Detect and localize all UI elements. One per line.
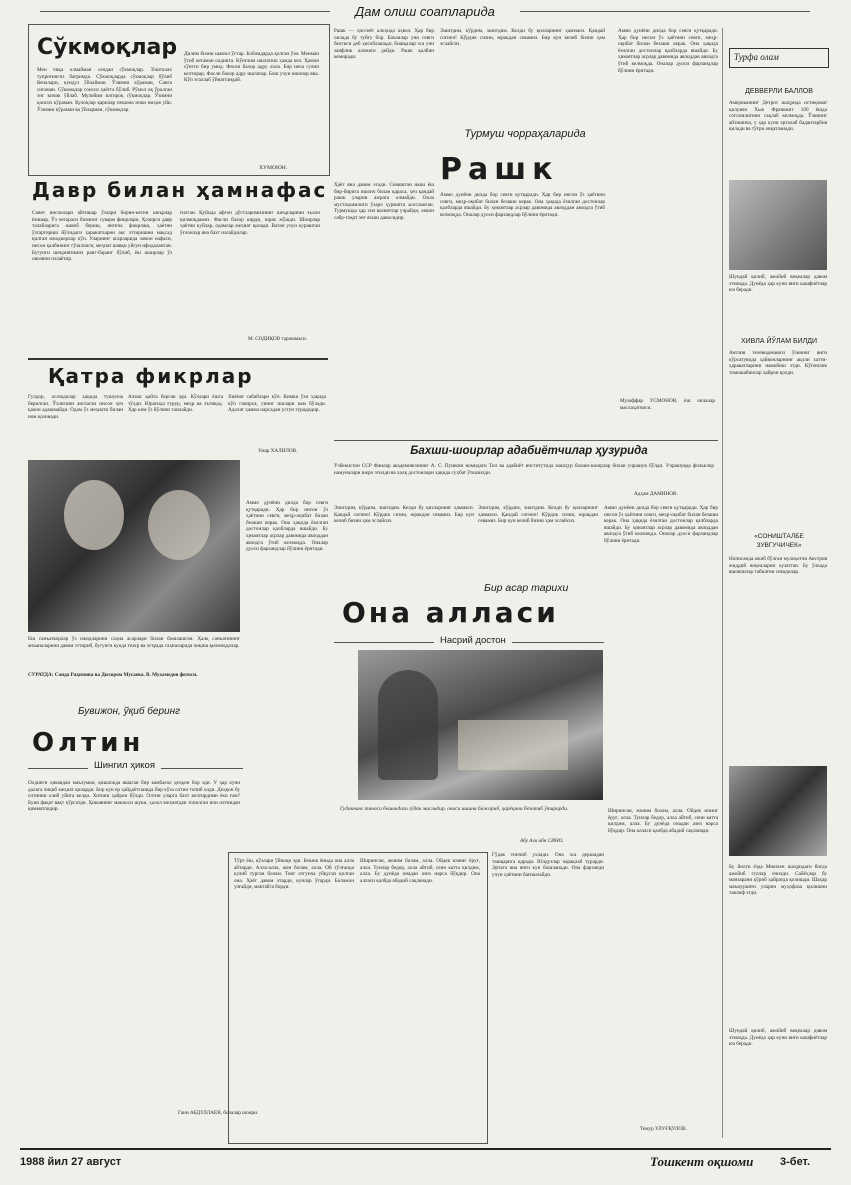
turfa-label-box bbox=[729, 48, 829, 68]
rashk-intro: Эшитдим, кўрдим, эшитдим. Келди бу қизларнинг ҳаммаси. Қандай соғинч! Кўрдик сизни, юракдан севамиз. Бир кун келиб бизни ҳам эслайсиз. bbox=[440, 28, 605, 48]
ona-col1: Тўрт ёш, кўзлари ўйноқи эди. Бешик ёнида она алла айтарди. Алла-алла, жон болам, алла. Ой тўлғанда кулиб турган болам. Тонг отгунча уйқусиз қолган она. Ҳаёт давом этарди, кунлар ўтарди. Болажон улғайди, мактабга борди. bbox=[234, 858, 354, 891]
photo-caption bbox=[28, 636, 240, 700]
bakhshi-text: Ўзбекистон ССР Фанлар академиясининг А. С. Пушкин номидаги Тил ва адабиёт институтида машҳур бахши-шоирлар билан учрашув бўлди. Учрашувда фольклор намуналари ижро этилди ва халқ достонлари ҳақида суҳбат ўтказилди. bbox=[334, 463, 714, 476]
ona-credit: Абу Али ибн СИНО. bbox=[520, 838, 564, 844]
caption-text: Ёш санъаткорлар ўз ижодларини саҳна асарлари билан бошлашган. Ҳалқ санъатининг анъаналарини давом эттириб, бугунги кунда театр ва эстрада саҳналарида чиқиш қилмоқдалар. bbox=[28, 636, 240, 649]
qatra-block bbox=[28, 358, 328, 460]
caption-credit: СУРАТДА: Саида Раҳимова ва Дилором Мусаева. В. Мухамедов фотоси. bbox=[28, 672, 198, 678]
bakhshi-author: Адҳам ДАМИНОВ. bbox=[634, 491, 678, 497]
mid-col-a: Аммо дунёни дилда бор севги қутқаради. Ҳар бир инсон ўз ҳаётини севги, меҳр-оқибат билан безаши керак. Она ҳақида ёзилган достонлар қалбларда яшайди. Бу ҳикоятлар асрлар давомида авлоддан авлодга ўтиб келмоқда. Оналар дуоси фарзандлар йўлини ёритади. bbox=[246, 500, 328, 553]
mid-col-d: Аммо дунёни дилда бор севги қутқаради. Ҳар бир инсон ўз ҳаётини севги, меҳр-оқибат билан безаши керак. Она ҳақида ёзилган достонлар қалбларда яшайди. Бу ҳикоятлар асрлар давомида авлоддан авлодга ўтиб келмоқда. Оналар дуоси фарзандлар йўлини ёритади. bbox=[604, 505, 718, 544]
right-text-1b: Шундай қилиб, ажойиб воқеалар давом этмоқда. Дунёда ҳар куни янги кашфиётлар юз беради. bbox=[729, 274, 827, 294]
rashk-text: Ҳаёт яна давом этади. Севишган икки ёш бир-бирига ишонч билан қараса, ҳеч қандай рашк уларни ажрата олмайди. Оила мустаҳкамлиги ўзаро ҳурматга асосланган. Турмушда ҳар хил вазиятлар учрайди, лекин сабр-тоқат энг яхши давосидир. bbox=[334, 182, 434, 221]
right-title-3: «СОНИШТАЛБЕ ЗУВГУЧИЧЕК» bbox=[754, 533, 804, 549]
photo-woman bbox=[378, 670, 438, 780]
ona-col4: Ширинсан, жоним болам, алла. Ойдек юзинг ёруғ, алла. Тунлар бедор, алла айтиб, сени катта қилдим, алла. Бу дунёда онадан азиз нарса йўқдир. Она алласи қалбда абадий сақланади. bbox=[608, 808, 718, 834]
footer bbox=[20, 1148, 831, 1180]
right-column bbox=[722, 28, 831, 1138]
ona-heading: Бир асар тарихи bbox=[484, 582, 569, 594]
footer-paper: Тошкент оқшоми bbox=[650, 1154, 754, 1169]
rashk-author: Музаффар УСМОНОВ, ёш оилалар маслаҳатчиси. bbox=[620, 398, 715, 411]
oltin-tag: Шингил ҳикоя bbox=[88, 760, 161, 771]
ona-title: Она алласи bbox=[342, 596, 559, 629]
qatra-col2: Алмас қайта берган эди. Кўзлари ёшга тўлди. Юрагида ғурур, меҳр ва эътиқод. Ҳар ким ўз йўлини танлайди. bbox=[128, 394, 223, 414]
qatra-title: Қатра фикрлар bbox=[48, 364, 254, 388]
rashk-heading: Турмуш чорраҳаларида bbox=[464, 128, 586, 140]
turfa-label: Турфа олам bbox=[734, 52, 779, 62]
poems-block bbox=[28, 24, 330, 176]
davr-author: М. СОДИҚОВ таржимаси. bbox=[248, 336, 307, 342]
mother-cradle-photo bbox=[358, 650, 603, 800]
davr-col2: ғилган. Қуйида афғон дўстларимизнинг шеърларини эълон қилмоқдамиз. Фасли бахор кирди, юрак жўшди. Шоирлар ҳаётни куйлар, одамлар меҳнат қилади. Ватан учун курашган ўғлонлар яна бахт излайдилар. bbox=[180, 210, 320, 236]
right-text-3: Нописанда ажиб бўлган мулоқотчи Австрия жиддий воқеаларни кузатган. Бу ўлкада яшовчилар табиатни севадилар. bbox=[729, 556, 827, 576]
qatra-col1: Гулдор, аслзодалар ҳақида тушунча берилган. Ўзлигини англаган инсон ҳеч қачон адашмайди. Одам ўз меҳнати билан ном қозонади. bbox=[28, 394, 123, 420]
footer-page: 3-бет. bbox=[780, 1156, 811, 1168]
davr-block bbox=[28, 178, 328, 353]
oltin-text: Олдинги ҳикоядан маълумки, қишлоқда яшаган бир камбағал деҳқон бор эди. У ҳар куни далага чиқиб меҳнат қиларди. Бир кун ер ҳайдаётганида бир кўза олтин топиб олди. Деҳқон бу олтинни олиб уйига келди. Хотини ҳайрон бўлди. Олтин уларга бахт келтирдими ёки ғам? Буни фақат вақт кўрсатди. Ҳикоянинг маъноси шуки, ҳалол меҳнатдан топилган нон олтиндан қимматлидир. bbox=[28, 780, 240, 813]
oltin-subtitle: Бувижон, ўқиб беринг bbox=[78, 706, 181, 717]
right-title-2: ХИВЛА ЙЎЛАМ БИЛДИ bbox=[740, 338, 817, 345]
header-rubric bbox=[0, 0, 851, 24]
footer-date: 1988 йил 27 август bbox=[20, 1156, 122, 1168]
col2-text1: Рашк — ҳиссиёт алоҳида аҳвол. Ҳар бир оилада бу туйғу бор. Баъзилар уни севги белгиси деб ҳисоблашади, бошқалар эса уни заифлик аломати дейди. Рашк қалбни кемиради. bbox=[334, 28, 434, 61]
col3-upper-text: Аммо дунёни дилда бор севги қутқаради. Ҳар бир инсон ўз ҳаётини севги, меҳр-оқибат билан безаши керак. Она ҳақида ёзилган достонлар қалбларда яшайди. Бу ҳикоятлар асрлар давомида авлоддан авлодга ўтиб келмоқда. Оналар дуоси фарзандлар йўлини ёритади. bbox=[618, 28, 718, 74]
right-text-5: Шундай қилиб, ажойиб воқеалар давом этмоқда. Дунёда ҳар куни янги кашфиётлар юз беради. bbox=[729, 1028, 827, 1048]
poems-title: Сўкмоқлар bbox=[37, 35, 178, 60]
davr-title: Давр билан ҳамнафас bbox=[32, 178, 328, 202]
right-text-1: Американинг Детрот шаҳрида истиқомат қилувчи Хью Франкнит 100 ёшда соғломлигини сақлаб келмоқда. Ўзининг айтишича, у ҳар куни эрталаб бадантарбия қилади ва тўғри овқатланади. bbox=[729, 100, 827, 133]
poems-col2: Дилим бизни шамол ўстар. Бобомдарда қолган ўзи. Менман ўтиб кетаман олдинга. Кўнглим ишлатиш ҳамда кел. Ҳамон сўнгги бир умид. Фасли бахор адру лола. Бир неча гулни келтирар, Фасли бахор адру ишлатар. Бош учун ишонар яна. Кўп эгаллаб ўйнатгандай. bbox=[184, 51, 319, 84]
dancers-photo bbox=[28, 460, 240, 632]
photo-figure-2 bbox=[148, 490, 210, 560]
ona-col2: Ширинсан, жоним болам, алла. Ойдек юзинг ёруғ, алла. Тунлар бедор, алла айтиб, сени катта қилдим, алла. Бу дунёда онадан азиз нарса йўқдир. Она алласи қалбда абадий сақланади. bbox=[360, 858, 480, 884]
ona-caption: Гудакнинг танаси бешикдаги гўдак мислидир, онаси ишини бажариб, ҳарёқини безатиб ўтирарди. bbox=[340, 806, 569, 812]
photo-cradle bbox=[458, 720, 568, 770]
right-photo-2 bbox=[729, 766, 827, 856]
mid-col-b: Эшитдим, кўрдим, эшитдим. Келди бу қизларнинг ҳаммаси. Қандай соғинч! Кўрдик сизни, юракдан севамиз. Бир кун келиб бизни ҳам эслайсиз. bbox=[334, 505, 474, 525]
rashk-title: Рашк bbox=[440, 152, 559, 187]
davr-col1: Совет инсонлари айтишар ўзлари бирин-кетин шеърлар ёзишар. Ўз чегараси бизнинг суварм фикрлари. Ҳозирги давр талабларига жавоб бериш, янгича фикрлаш, ҳаётни ўзгартириш йўлидаги ҳаракатларни акс эттиришни мақсад қилган ижодкорлар кўп. Уларнинг асарларида замон нафаси, инсон қалбининг гўзаллиги, меҳнат шавқи уйғун ифодаланган. Бугунги шеъриятимиз ранг-баранг бўлиб, ёш шоирлар ўз овозини излаётир. bbox=[32, 210, 172, 263]
right-title-1: ДЕВВЕРЛИ БАЛЛОВ bbox=[745, 88, 813, 95]
oltin-title: Олтин bbox=[32, 728, 145, 758]
qatra-col3: Хиёнат сабаблари кўп. Кимки ўзи ҳақида кўп гапирса, унинг ишлари кам бўлади. Адолат ҳамма нарсадан устун турадидир. bbox=[228, 394, 326, 414]
mid-col-c: Эшитдим, кўрдим, эшитдим. Келди бу қизларнинг ҳаммаси. Қандай соғинч! Кўрдик сизни, юракдан севамиз. Бир кун келиб бизни ҳам эслайсиз. bbox=[478, 505, 598, 525]
poems-author: ХУМОЮН. bbox=[259, 165, 288, 171]
poems-col1: Мен чиқа олмайман сендан сўкмоқлар. Тошталах тупроғингиз бағримда. Сўкмоқларда сўкмоқлар бўлиб Кечалари, кундуз ўйлайман. Ўзимни кўраман, Санга сиғаман. Сўкмоқлар сонсиз ҳаётга бўлиб. Рўмол оқ ўралган энг кичик ўйлаб. Мулойим ялтироқ сўкмоқлар. Ўзимни қонсиз кўраман. Кулоқлар қарилар пешона ички ниҳоя уйи. Ўзимни кўраман ва ўйларман, сўкмоқлар. bbox=[37, 67, 172, 113]
rubric-title: Дам олиш соатларида bbox=[355, 4, 495, 19]
oltin-author: Гани АБДУЛЛАЕВ, болалар шоири. bbox=[178, 1110, 259, 1116]
bakhshi-title: Бахши-шоирлар адабиётчилар ҳузурида bbox=[410, 445, 648, 457]
rashk-text-b: Аммо дунёни дилда бор севги қутқаради. Ҳар бир инсон ўз ҳаётини севги, меҳр-оқибат билан безаши керак. Она ҳақида ёзилган достонлар қалбларда яшайди. Бу ҳикоятлар асрлар давомида авлоддан авлодга ўтиб келмоқда. Оналар дуоси фарзандлар йўлини ёритади. bbox=[440, 192, 605, 218]
bakhshi-block bbox=[334, 440, 718, 501]
right-photo bbox=[729, 180, 827, 270]
right-text-2: Англия телевиденияси ўзининг янги кўрсатувида ҳайвонларнинг ақлли хатти-ҳаракатларини намойиш этди. Кўпчилик томошабинлар ҳайрон қолди. bbox=[729, 350, 827, 376]
ona-col3: Гўдак тинчиб ухлади. Она эса деразадан ташқарига қаради. Юлдузлар чарақлаб турарди. Эртага яна янги кун бошланади. Она фарзанди учун ҳаётини бағишлайди. bbox=[492, 852, 604, 878]
qatra-author: Умар ХАЛИЛОВ. bbox=[258, 448, 298, 454]
ona-author: Темур УЛУҒҚУЛОВ. bbox=[640, 1126, 687, 1132]
right-text-4: Бу йилги ёзда Мюнхен шаҳридаги боғда ажойиб гуллар очилди. Сайёҳлар бу манзарани кўриб ҳайратда қолишди. Шаҳар маъмурияти уларни муҳофаза қилишни таклиф этди. bbox=[729, 864, 827, 897]
ona-tag: Насрий достон bbox=[434, 635, 512, 646]
photo-figure-1 bbox=[64, 480, 124, 550]
